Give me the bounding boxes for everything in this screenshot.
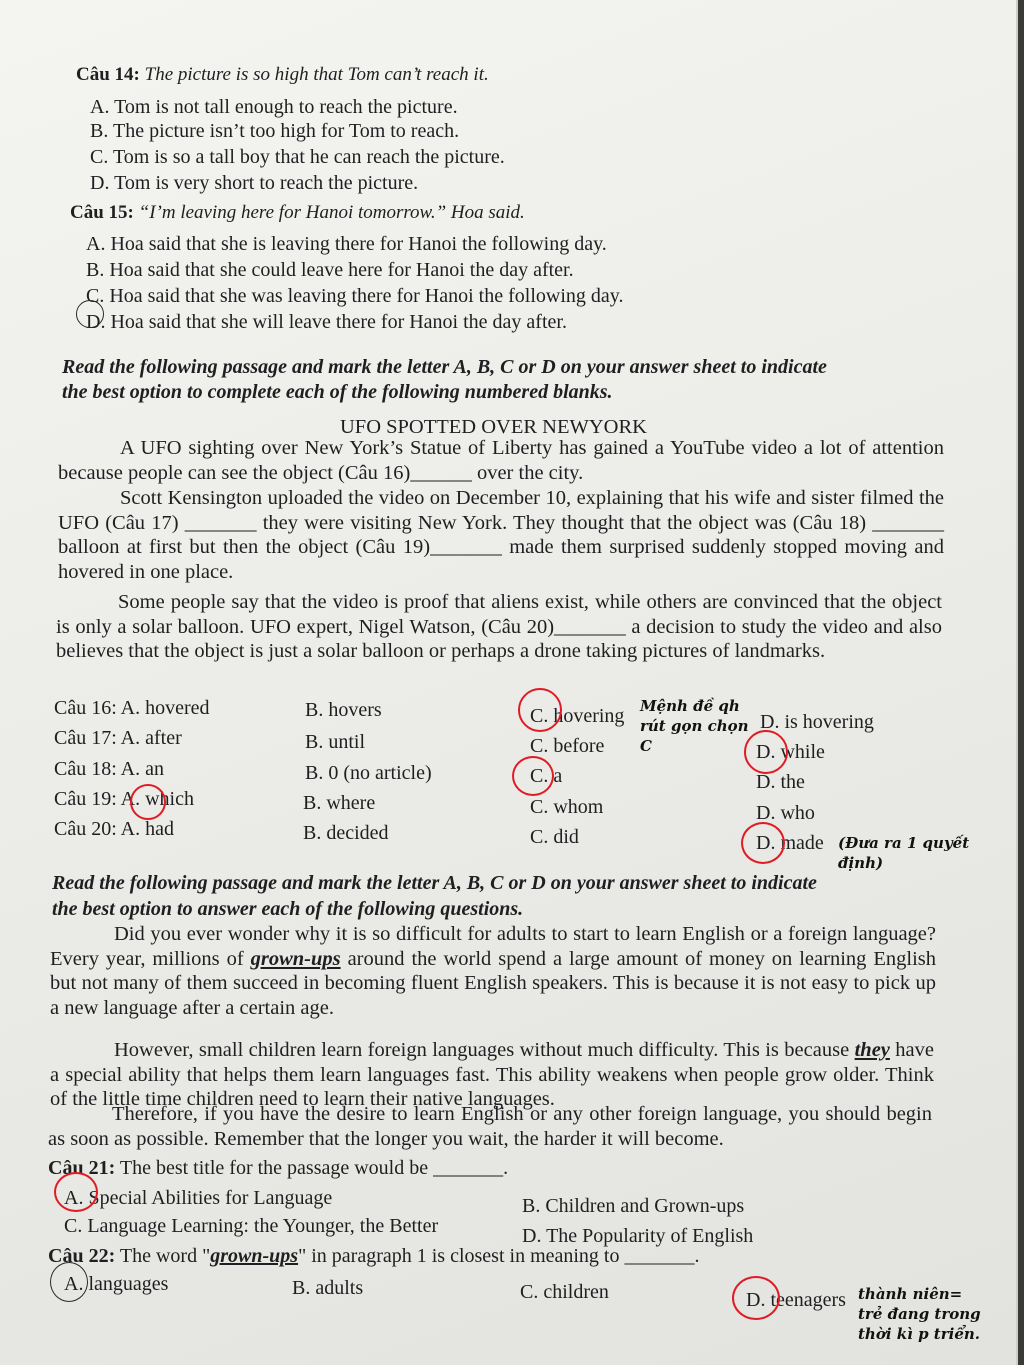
q19-option-d: D. who: [756, 802, 815, 824]
q21-question: [48, 1156, 508, 1180]
q19-option-c: C. whom: [530, 796, 604, 818]
passage-2-p1-before: Did you ever wonder why it is so difficult for adults to start to learn English or a foreign language? Every year, millions of: [50, 923, 936, 970]
q21-option-d: D. The Popularity of English: [522, 1225, 754, 1247]
q18-label-a: Câu 18: A. an: [54, 758, 164, 780]
instruction-1-line-2: the best option to complete each of the following numbered blanks.: [62, 381, 613, 403]
handwritten-note-q22: thành niên= trẻ đang trong thời kì p triển.: [858, 1285, 981, 1343]
q22-answer-circle-d: [732, 1276, 780, 1320]
q22-stem-before: The word ": [119, 1245, 211, 1267]
q21-option-c: C. Language Learning: the Younger, the Better: [64, 1215, 439, 1237]
q18-answer-circle-c: [512, 756, 554, 796]
handwritten-note-q20: (Đưa ra 1 quyết định): [838, 834, 970, 872]
passage-2-p2-before: However, small children learn foreign languages without much difficulty. This is because: [114, 1039, 855, 1061]
q15-option-d: D. Hoa said that she will leave there for Hanoi the day after.: [86, 311, 567, 333]
passage-2-key-they: they: [854, 1039, 890, 1061]
q15-option-a: A. Hoa said that she is leaving there for Hanoi the following day.: [86, 233, 607, 255]
q19-option-b: B. where: [303, 792, 376, 814]
q14-label: Câu 14:: [76, 64, 140, 85]
q16-label-a: Câu 16: A. hovered: [54, 697, 210, 719]
instruction-1-line-1: Read the following passage and mark the letter A, B, C or D on your answer sheet to indicate: [62, 356, 827, 378]
q17-option-c: C. before: [530, 735, 605, 757]
q21-answer-circle-a: [54, 1172, 98, 1212]
q20-option-b: B. decided: [303, 822, 389, 844]
passage-2-p1-after: around the world spend a large amount of money on learning English but not many of them succeed in becoming fluent English speakers. This is because it is not easy to pick up a new language after a certain age.: [50, 947, 936, 1019]
q15-stem: “I’m leaving here for Hanoi tomorrow.” Hoa said.: [138, 202, 525, 223]
instruction-2-line-1: Read the following passage and mark the letter A, B, C or D on your answer sheet to indicate: [52, 872, 817, 894]
passage-1-paragraph-1: A UFO sighting over New York’s Statue of Liberty has gained a YouTube video a lot of attention because people can see the object (Câu 16)______ over the city.: [58, 437, 944, 484]
passage-1-paragraph-3: Some people say that the video is proof that aliens exist, while others are convinced that the object is only a solar balloon. UFO expert, Nigel Watson, (Câu 20)_______ a decision to study the video and also believes that the object is just a solar balloon or perhaps a drone taking pictures of landmarks.: [56, 591, 942, 662]
q19-answer-circle-a: [130, 784, 166, 820]
q14-option-d: D. Tom is very short to reach the picture.: [90, 172, 419, 194]
q18-option-c: C. a: [530, 765, 563, 787]
q16-option-d: D. is hovering: [760, 711, 874, 733]
passage-2-p2-after: have a special ability that helps them learn languages fast. This ability weakens when people grow older. Think of the little time children need to learn their native languages.: [50, 1039, 934, 1110]
q15-label: Câu 15:: [70, 202, 134, 223]
q22-key-grown-ups: grown-ups: [210, 1245, 299, 1267]
q22-question: [48, 1244, 700, 1268]
q21-option-a: A. Special Abilities for Language: [64, 1187, 333, 1209]
passage-2-paragraph-3: Therefore, if you have the desire to learn English or any other foreign language, you should begin as soon as possible. Remember that the longer you wait, the harder it will become.: [48, 1103, 932, 1150]
q22-option-b: B. adults: [292, 1277, 364, 1299]
q15-option-b: B. Hoa said that she could leave here for Hanoi the day after.: [86, 259, 574, 281]
passage-1-title: UFO SPOTTED OVER NEWYORK: [340, 416, 647, 438]
q21-label: Câu 21:: [48, 1157, 116, 1179]
q16-option-c: C. hovering: [530, 705, 625, 727]
q20-label-a: Câu 20: A. had: [54, 818, 174, 840]
q22-option-a: A. languages: [64, 1273, 169, 1295]
q14-stem: The picture is so high that Tom can’t reach it.: [144, 64, 489, 85]
q17-option-d: D. while: [756, 741, 825, 763]
q15-question: [70, 201, 525, 225]
passage-2-paragraph-2: [50, 1038, 934, 1112]
instruction-2-line-2: the best option to answer each of the following questions.: [52, 898, 524, 920]
handwritten-note-q16: Mệnh đề qh rút gọn chọn C: [640, 697, 749, 755]
q17-label-a: Câu 17: A. after: [54, 727, 182, 749]
q18-option-d: D. the: [756, 771, 805, 793]
q21-stem: The best title for the passage would be _______.: [119, 1157, 509, 1179]
q21-option-b: B. Children and Grown-ups: [522, 1195, 745, 1217]
q14-option-c: C. Tom is so a tall boy that he can reach the picture.: [90, 146, 505, 168]
q14-option-b: B. The picture isn’t too high for Tom to reach.: [90, 120, 460, 142]
q17-option-b: B. until: [305, 731, 366, 753]
q17-answer-circle-d: [744, 730, 788, 774]
q22-option-c: C. children: [520, 1281, 609, 1303]
q20-option-c: C. did: [530, 826, 579, 848]
q18-option-b: B. 0 (no article): [305, 762, 432, 784]
q15-option-c: C. Hoa said that she was leaving there for Hanoi the following day.: [86, 285, 624, 307]
q22-label: Câu 22:: [48, 1245, 116, 1267]
q20-answer-circle-d: [741, 822, 785, 864]
q22-pencil-circle-a: [50, 1262, 88, 1302]
q22-option-d: D. teenagers: [746, 1289, 846, 1311]
q22-stem-after: " in paragraph 1 is closest in meaning to _______.: [298, 1245, 700, 1267]
passage-2-paragraph-1: [50, 922, 936, 1020]
q16-answer-circle-c: [518, 688, 562, 732]
q19-label-a: Câu 19: A. which: [54, 788, 194, 810]
q14-option-a: A. Tom is not tall enough to reach the picture.: [90, 96, 458, 118]
passage-1-paragraph-2: Scott Kensington uploaded the video on December 10, explaining that his wife and sister filmed the UFO (Câu 17) _______ they were visiting New York. They thought that the object was (Câu 18) _______ balloon at first but then the object (Câu 19)_______ made them surprised suddenly stopped moving and hovered in one place.: [58, 487, 944, 583]
passage-2-key-grown-ups: grown-ups: [250, 947, 341, 970]
q14-question: [76, 63, 489, 87]
q16-option-b: B. hovers: [305, 699, 382, 721]
q20-option-d: D. made: [756, 832, 824, 854]
q15-pencil-circle-d: [76, 300, 104, 328]
